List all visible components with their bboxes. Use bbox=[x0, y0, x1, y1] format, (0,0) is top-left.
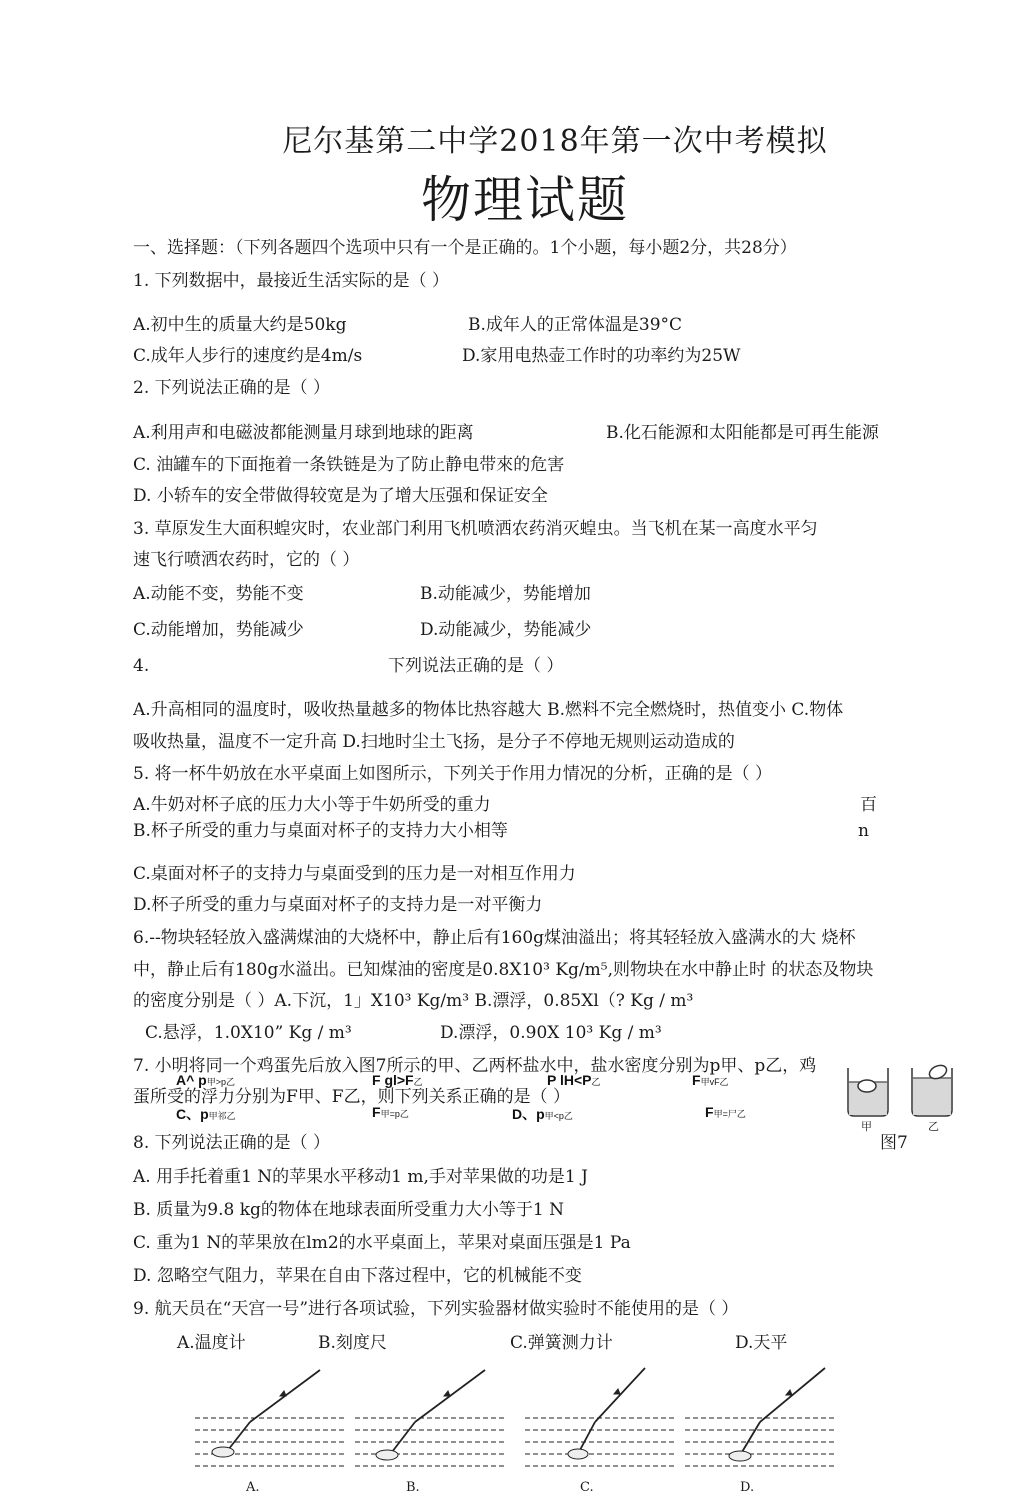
q8-option-b: B. 质量为9.8 kg的物体在地球表面所受重力大小等于1 N bbox=[133, 1200, 565, 1220]
fig7-label-jia: 甲 bbox=[861, 1120, 872, 1133]
q3-stem-line1: 3. 草原发生大面积蝗灾时，农业部门利用飞机喷洒农药消灭蝗虫。当飞机在某一高度水平匀 bbox=[133, 519, 818, 539]
q6-line3: 的密度分别是（ ）A.下沉，1」X10³ Kg/m³ B.漂浮，0.85Xl（? Kg / m³ bbox=[133, 991, 694, 1011]
subject-title: 物理试题 bbox=[421, 171, 629, 229]
q7-option-g: D、p甲<p乙 bbox=[512, 1106, 573, 1122]
q9-stem: 9. 航天员在“天宫一号”进行各项试验，下列实验器材做实验时不能使用的是（ ） bbox=[133, 1299, 739, 1319]
q8-stem: 8. 下列说法正确的是（ ） bbox=[133, 1133, 331, 1153]
q3-stem-line2: 速飞行喷洒农药时，它的（ ） bbox=[133, 550, 360, 570]
q1-option-b: B.成年人的正常体温是39°C bbox=[468, 315, 683, 335]
fig7-label-yi: 乙 bbox=[928, 1120, 939, 1133]
fig7-caption: 图7 bbox=[880, 1133, 908, 1153]
fig-label-d: D. bbox=[740, 1480, 755, 1495]
beaker-yi-icon bbox=[912, 1063, 952, 1116]
q7-option-e: C、p甲祁乙 bbox=[176, 1106, 236, 1122]
refraction-figure-d bbox=[680, 1360, 840, 1480]
fig-label-a: A. bbox=[246, 1480, 260, 1495]
q6-option-c: C.悬浮，1.0X10” Kg / m³ bbox=[145, 1023, 352, 1043]
q1-option-c: C.成年人步行的速度约是4m/s bbox=[133, 346, 363, 366]
q5-option-b: B.杯子所受的重力与桌面对杯子的支持力大小相等 bbox=[133, 821, 508, 841]
q8-option-c: C. 重为1 N的苹果放在lm2的水平桌面上，苹果对桌面压强是1 Pa bbox=[133, 1233, 631, 1253]
q5-side-mark-2: n bbox=[858, 821, 869, 841]
q6-option-d: D.漂浮，0.90X 10³ Kg / m³ bbox=[440, 1023, 662, 1043]
refraction-figure-a bbox=[190, 1360, 350, 1480]
q4-stem: 下列说法正确的是（ ） bbox=[388, 656, 564, 676]
q1-option-d: D.家用电热壶工作时的功率约为25W bbox=[462, 346, 741, 366]
refraction-figure-b bbox=[350, 1360, 510, 1480]
q5-option-d: D.杯子所受的重力与桌面对杯子的支持力是一对平衡力 bbox=[133, 895, 543, 915]
q7-option-h: F甲=尸乙 bbox=[705, 1104, 746, 1120]
section-heading: 一、选择题：（下列各题四个选项中只有一个是正确的。1个小题，每小题2分，共28分） bbox=[133, 238, 797, 258]
fig-label-c: C. bbox=[580, 1480, 594, 1495]
q7-line1: 7. 小明将同一个鸡蛋先后放入图7所示的甲、乙两杯盐水中，盐水密度分别为p甲、p乙，鸡 bbox=[133, 1056, 817, 1076]
q5-stem: 5. 将一杯牛奶放在水平桌面上如图所示，下列关于作用力情况的分析，正确的是（ ） bbox=[133, 764, 773, 784]
q9-option-c: C.弹簧测力计 bbox=[510, 1333, 613, 1353]
q5-side-mark-1: 百 bbox=[860, 795, 877, 815]
q2-option-a: A.利用声和电磁波都能测量月球到地球的距离 bbox=[133, 423, 474, 443]
q9-option-a: A.温度计 bbox=[177, 1333, 246, 1353]
q5-option-c: C.桌面对杯子的支持力与桌面受到的压力是一对相互作用力 bbox=[133, 864, 576, 884]
q9-option-d: D.天平 bbox=[735, 1333, 788, 1353]
q2-option-d: D. 小轿车的安全带做得较宽是为了增大压强和保证安全 bbox=[133, 486, 548, 506]
fig-label-b: B. bbox=[406, 1480, 420, 1495]
q4-number: 4. bbox=[133, 656, 150, 676]
q2-option-b: B.化石能源和太阳能都是可再生能源 bbox=[606, 423, 879, 443]
q6-line1: 6.--物块轻轻放入盛满煤油的大烧杯中，静止后有160g煤油溢出；将其轻轻放入盛满水的大 烧杯 bbox=[133, 928, 856, 948]
q9-option-b: B.刻度尺 bbox=[318, 1333, 387, 1353]
q7-line2: 蛋所受的浮力分别为F甲、F乙，则下列关系正确的是（ ） bbox=[133, 1087, 570, 1107]
refraction-figure-c bbox=[520, 1360, 680, 1480]
q8-option-d: D. 忽略空气阻力，苹果在自由下落过程中，它的机械能不变 bbox=[133, 1266, 582, 1286]
q7-option-f: F甲=p乙 bbox=[372, 1104, 409, 1120]
q7-option-d: F甲vF乙 bbox=[692, 1072, 729, 1088]
q5-option-a: A.牛奶对杯子底的压力大小等于牛奶所受的重力 bbox=[133, 795, 491, 815]
q4-options-line1: A.升高相同的温度时，吸收热量越多的物体比热容越大 B.燃料不完全燃烧时，热值变小 C.物体 bbox=[133, 700, 844, 720]
q3-option-d: D.动能减少，势能减少 bbox=[420, 620, 592, 640]
q7-option-b: F gl>F乙 bbox=[372, 1072, 423, 1088]
q2-option-c: C. 油罐车的下面拖着一条铁链是为了防止静电带來的危害 bbox=[133, 455, 565, 475]
q7-option-a: A^ p甲>p乙 bbox=[176, 1072, 235, 1088]
q2-stem: 2. 下列说法正确的是（ ） bbox=[133, 378, 331, 398]
q3-option-a: A.动能不变，势能不变 bbox=[133, 584, 304, 604]
figure-7-beakers bbox=[840, 1060, 970, 1130]
q8-option-a: A. 用手托着重1 N的苹果水平移动1 m,手对苹果做的功是1 J bbox=[133, 1167, 588, 1187]
q4-options-line2: 吸收热量，温度不一定升高 D.扫地时尘土飞扬，是分子不停地无规则运动造成的 bbox=[133, 732, 735, 752]
q3-option-b: B.动能减少，势能增加 bbox=[420, 584, 591, 604]
q1-option-a: A.初中生的质量大约是50kg bbox=[133, 315, 347, 335]
q3-option-c: C.动能增加，势能减少 bbox=[133, 620, 304, 640]
beaker-jia-icon bbox=[848, 1068, 888, 1116]
q7-option-c: P lH<P乙 bbox=[547, 1072, 601, 1088]
school-title: 尼尔基第二中学2018年第一次中考模拟 bbox=[282, 124, 828, 159]
q1-stem: 1. 下列数据中，最接近生活实际的是（ ） bbox=[133, 271, 450, 291]
q6-line2: 中，静止后有180g水溢出。已知煤油的密度是0.8X10³ Kg/m⁵,则物块在水中静止时 的状态及物块 bbox=[133, 960, 874, 980]
